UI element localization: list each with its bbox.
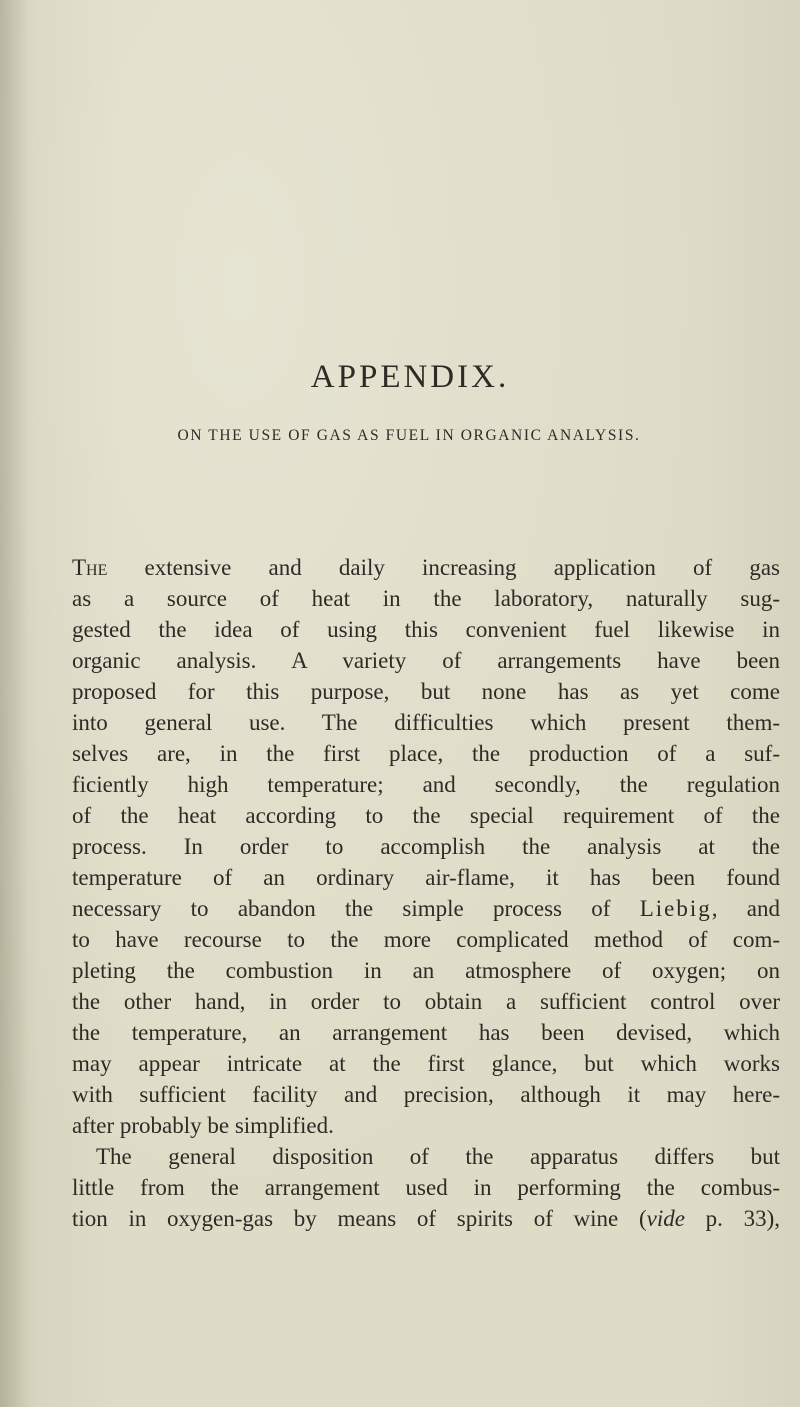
appendix-heading: APPENDIX. [310,359,510,395]
paragraph-1-line: the temperature, an arrangement has been devised, which [72,1020,780,1045]
paragraph-1-line: organic analysis. A variety of arrangements have been [72,648,780,673]
paragraph-1-line: proposed for this purpose, but none has as yet come [72,679,780,704]
page-gutter-shadow [0,0,28,1407]
paragraph-1-line: into general use. The difficulties which present them- [72,710,780,735]
paragraph-1-line: necessary to abandon the simple process of Liebig, and [72,896,780,921]
paragraph-2-line: The general disposition of the apparatus differs but [96,1144,780,1169]
paragraph-1-line: as a source of heat in the laboratory, naturally sug- [72,586,780,611]
paragraph-1-line: to have recourse to the more complicated method of com- [72,927,780,952]
paragraph-1-line: selves are, in the first place, the production of a suf- [72,741,780,766]
paragraph-1-line: ficiently high temperature; and secondly, the regulation [72,772,780,797]
paragraph-1-line: after probably be simplified. [72,1113,334,1138]
paragraph-1-line: temperature of an ordinary air-flame, it has been found [72,865,780,890]
vide-ref: vide [646,1206,685,1231]
paragraph-2-line: little from the arrangement used in performing the combus- [72,1175,780,1200]
body-text [72,552,780,1234]
paragraph-1-line: gested the idea of using this convenient fuel likewise in [72,617,780,642]
appendix-subheading: ON THE USE OF GAS AS FUEL IN ORGANIC ANALYSIS. [177,427,641,444]
paragraph-2-line: tion in oxygen-gas by means of spirits of wine (vide p. 33), [72,1206,780,1231]
liebig-name: Liebig [639,896,712,921]
paragraph-1-line: process. In order to accomplish the analysis at the [72,834,780,859]
paragraph-1-line: with sufficient facility and precision, although it may here- [72,1082,780,1107]
paragraph-1-line: pleting the combustion in an atmosphere of oxygen; on [72,958,780,983]
paragraph-1-line: of the heat according to the special requirement of the [72,803,780,828]
lead-word: The [72,555,108,580]
paragraph-1-line: may appear intricate at the first glance, but which works [72,1051,780,1076]
paragraph-1-line: the other hand, in order to obtain a sufficient control over [72,989,780,1014]
paragraph-1-line: The extensive and daily increasing application of gas [72,555,780,580]
